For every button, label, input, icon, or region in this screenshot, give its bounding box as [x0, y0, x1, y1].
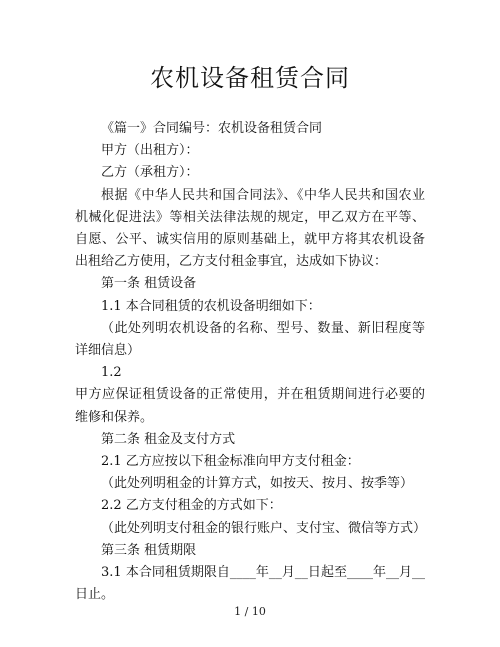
clause-1-1-detail: （此处列明农机设备的名称、型号、数量、新旧程度等详细信息） — [75, 320, 425, 359]
party-a-line: 甲方（出租方）： — [101, 143, 199, 159]
contract-number-line: 《篇一》合同编号：农机设备租赁合同 — [101, 121, 323, 136]
clause-2-1-detail: （此处列明租金的计算方式，如按天、按月、按季等） — [101, 476, 414, 492]
document-title: 农机设备租赁合同 — [150, 64, 350, 92]
clause-2-1: 2.1 乙方应按以下租金标准向甲方支付租金： — [101, 454, 360, 470]
clause-1-2-text: 甲方应保证租赁设备的正常使用，并在租赁期间进行必要的维修和保养。 — [75, 387, 425, 425]
clause-3-1: 3.1 本合同租赁期限自____年__月__日起至____年__月__日止。 — [75, 565, 425, 603]
clause-2-2-detail: （此处列明支付租金的银行账户、支付宝、微信等方式） — [101, 520, 427, 536]
clause-1-1: 1.1 本合同租赁的农机设备明细如下： — [101, 298, 321, 314]
page-number: 1 / 10 — [234, 605, 266, 618]
preamble-paragraph: 根据《中华人民共和国合同法》、《中华人民共和国农业机械化促进法》等相关法律法规的规定，甲乙双方在平等、自愿、公平、诚实信用的原则基础上，就甲方将其农机设备出租给乙方使用，乙方支付租金事宜，达成如下协议： — [75, 187, 425, 270]
clause-2-2: 2.2 乙方支付租金的方式如下： — [101, 498, 282, 514]
article-3-heading: 第三条 租赁期限 — [101, 542, 197, 558]
document-body — [75, 118, 425, 606]
party-b-line: 乙方（承租方）： — [101, 165, 199, 181]
clause-1-2-number: 1.2 — [101, 365, 122, 381]
article-1-heading: 第一条 租赁设备 — [101, 276, 197, 292]
article-2-heading: 第二条 租金及支付方式 — [101, 431, 236, 447]
